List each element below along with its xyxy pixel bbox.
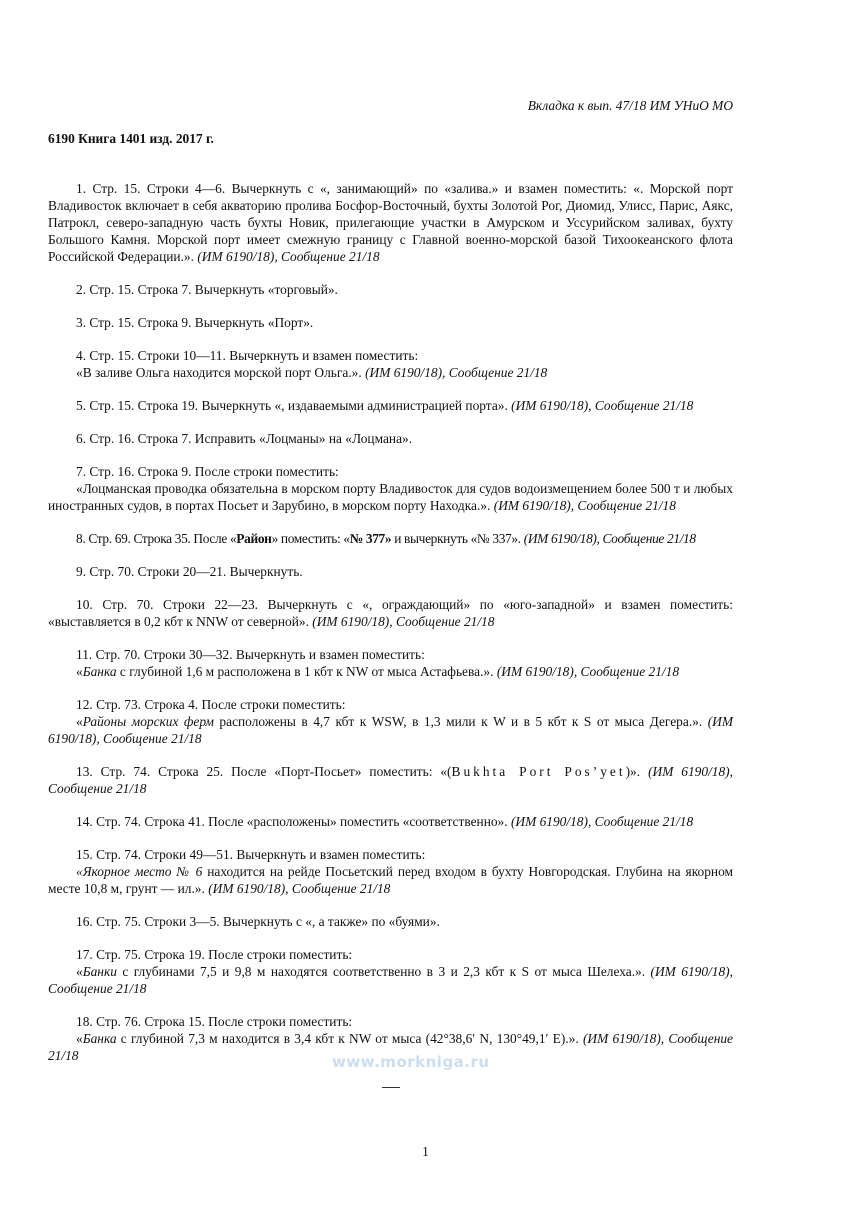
list-item-2 (48, 281, 733, 298)
list-item-4 (48, 347, 733, 381)
item-reference: (ИМ 6190/18), Сообщение 21/18 (48, 964, 733, 996)
list-item-8 (48, 530, 733, 547)
item-reference: (ИМ 6190/18), Сообщение 21/18 (496, 664, 680, 679)
item-insert-text: с глубиной 1,6 м расположена в 1 кбт к NW от мыса Астафьева.». (116, 664, 494, 679)
item-reference: (ИМ 6190/18), Сообщение 21/18 (493, 498, 676, 513)
list-item-3 (48, 314, 733, 331)
divider (382, 1087, 400, 1088)
item-text: 10. Стр. 70. Строки 22—23. Вычеркнуть с «, ограждающий» по «юго-западной» и взамен поместить: «выставляется в 0,2 кбт к NNW от северной». (48, 597, 733, 629)
list-item-15: 15. Стр. 74. Строки 49—51. Вычеркнуть и взамен поместить: «Якорное место № 6 находится на рейде Посьетский перед входом в бухту Новгородская. Глубина на якорном месте 10,8 м, грунт — ил.». (ИМ 6190/18), Сообщение 21/18 (48, 847, 733, 896)
list-item-10 (48, 596, 733, 630)
item-text: 6. Стр. 16. Строка 7. Исправить «Лоцманы» на «Лоцмана». (76, 431, 413, 446)
item-reference: (ИМ 6190/18), Сообщение 21/18 (511, 398, 694, 413)
list-item-16 (48, 913, 733, 930)
item-reference: (ИМ 6190/18), Сообщение 21/18 (48, 764, 733, 796)
document-title: 6190 Книга 1401 изд. 2017 г. (48, 131, 214, 146)
list-item-18: 18. Стр. 76. Строка 15. После строки поместить: «Банка с глубиной 7,3 м находится в 3,4 кбт к NW от мыса (42°38,6′ N, 130°49,1′ E).». (ИМ 6190/18), Сообщение 21/18 (48, 1014, 733, 1063)
list-item-7 (48, 463, 733, 514)
item-text: » поместить: « (271, 531, 350, 546)
item-spaced-text: Bukhta Port Pos’yet (451, 764, 626, 779)
watermark: www.morkniga.ru (332, 1053, 490, 1071)
item-reference: (ИМ 6190/18), Сообщение 21/18 (48, 714, 733, 746)
item-text: 12. Стр. 73. Строка 4. После строки поместить: (76, 697, 346, 712)
item-text: 18. Стр. 76. Строка 15. После строки поместить: (76, 1014, 353, 1029)
list-item-12: 12. Стр. 73. Строка 4. После строки поместить: «Районы морских ферм расположены в 4,7 кбт к WSW, в 1,3 мили к W и в 5 кбт к S от мыса Дегера.». (ИМ 6190/18), Сообщение 21/18 (48, 697, 733, 746)
item-bold-text: № 377» (349, 531, 392, 546)
item-italic-term: Банка (82, 664, 117, 679)
page-number: 1 (422, 1144, 429, 1159)
item-text: 8. Стр. 69. Строка 35. После « (76, 531, 237, 546)
item-text: 2. Стр. 15. Строка 7. Вычеркнуть «торговый». (76, 282, 338, 297)
list-item-11: 11. Стр. 70. Строки 30—32. Вычеркнуть и взамен поместить: «Банка с глубиной 1,6 м расположена в 1 кбт к NW от мыса Астафьева.». (ИМ 6190/18), Сообщение 21/18 (48, 646, 733, 680)
item-insert-text: с глубиной 7,3 м находится в 3,4 кбт к NW от мыса (42°38,6′ N, 130°49,1′ E).». (116, 1031, 579, 1046)
document-body (48, 180, 733, 1080)
item-italic-term: Районы морских ферм (82, 714, 214, 729)
item-bold-text: Район (236, 531, 272, 546)
list-item-9 (48, 563, 733, 580)
item-text: 9. Стр. 70. Строки 20—21. Вычеркнуть. (76, 564, 303, 579)
item-insert-text: находится на рейде Посьетский перед входом в бухту Новгородская. Глубина на якорном месте 10,8 м, грунт — ил.». (48, 864, 733, 896)
item-text: 17. Стр. 75. Строка 19. После строки поместить: (76, 947, 353, 962)
item-text: 14. Стр. 74. Строка 41. После «расположены» поместить «соответственно». (76, 814, 508, 829)
item-reference: (ИМ 6190/18), Сообщение 21/18 (365, 365, 548, 380)
list-item-14 (48, 813, 733, 830)
item-text: 16. Стр. 75. Строки 3—5. Вычеркнуть с «, а также» по «буями». (76, 914, 440, 929)
item-text: 3. Стр. 15. Строка 9. Вычеркнуть «Порт». (76, 315, 314, 330)
item-italic-term: Банки (82, 964, 117, 979)
item-text: и вычеркнуть «№ 337». (391, 531, 521, 546)
list-item-1 (48, 180, 733, 265)
item-reference: (ИМ 6190/18), Сообщение 21/18 (48, 1031, 733, 1063)
item-text: 15. Стр. 74. Строки 49—51. Вычеркнуть и взамен поместить: (76, 847, 426, 862)
item-text: 5. Стр. 15. Строка 19. Вычеркнуть «, издаваемыми администрацией порта». (76, 398, 508, 413)
item-italic-term: Банка (82, 1031, 117, 1046)
list-item-6 (48, 430, 733, 447)
item-italic-term: Якорное место № 6 (82, 864, 203, 879)
item-insert-text: «В заливе Ольга находится морской порт Ольга.». (76, 365, 362, 380)
item-text: )». (625, 764, 641, 779)
item-text: 7. Стр. 16. Строка 9. После строки поместить: (76, 464, 339, 479)
list-item-13 (48, 763, 733, 797)
item-reference: (ИМ 6190/18), Сообщение 21/18 (523, 531, 696, 546)
item-reference: (ИМ 6190/18), Сообщение 21/18 (510, 814, 694, 829)
item-reference: (ИМ 6190/18), Сообщение 21/18 (197, 249, 380, 264)
item-insert-text: с глубинами 7,5 и 9,8 м находятся соответственно в 3 и 2,3 кбт к S от мыса Шелеха.». (116, 964, 646, 979)
header-note: Вкладка к вып. 47/18 ИМ УНиО МО (527, 98, 733, 113)
item-reference: (ИМ 6190/18), Сообщение 21/18 (312, 614, 495, 629)
list-item-17: 17. Стр. 75. Строка 19. После строки поместить: «Банки с глубинами 7,5 и 9,8 м находятся соответственно в 3 и 2,3 кбт к S от мыса Шелеха.». (ИМ 6190/18), Сообщение 21/18 (48, 947, 733, 996)
item-text: 1. Стр. 15. Строки 4—6. Вычеркнуть с «, занимающий» по «залива.» и взамен поместить: «. Морской порт Владивосток включает в себя акваторию пролива Босфор-Восточный, бухты Золотой Рог, Диомид, Улисс, Парис, Аякс, Патрокл, северо-западную часть бухты Новик, прилегающие участки в Амурском и Уссурийском заливах, бухту Большого Камня. Морской порт имеет смежную границу с Главной военно-морской базой Тихоокеанского флота Российской Федерации.». (48, 181, 733, 264)
item-text: 13. Стр. 74. Строка 25. После «Порт-Посьет» поместить: «( (76, 764, 452, 779)
item-insert-text: «Лоцманская проводка обязательна в морском порту Владивосток для судов водоизмещением более 500 т и любых иностранных судов, в портах Посьет и Зарубино, в морском порту Находка.». (48, 481, 733, 513)
item-insert-text: расположены в 4,7 кбт к WSW, в 1,3 мили к W и в 5 кбт к S от мыса Дегера.». (213, 714, 703, 729)
item-reference: (ИМ 6190/18), Сообщение 21/18 (208, 881, 391, 896)
item-text: 4. Стр. 15. Строки 10—11. Вычеркнуть и взамен поместить: (76, 348, 419, 363)
item-text: 11. Стр. 70. Строки 30—32. Вычеркнуть и взамен поместить: (76, 647, 425, 662)
list-item-5 (48, 397, 733, 414)
